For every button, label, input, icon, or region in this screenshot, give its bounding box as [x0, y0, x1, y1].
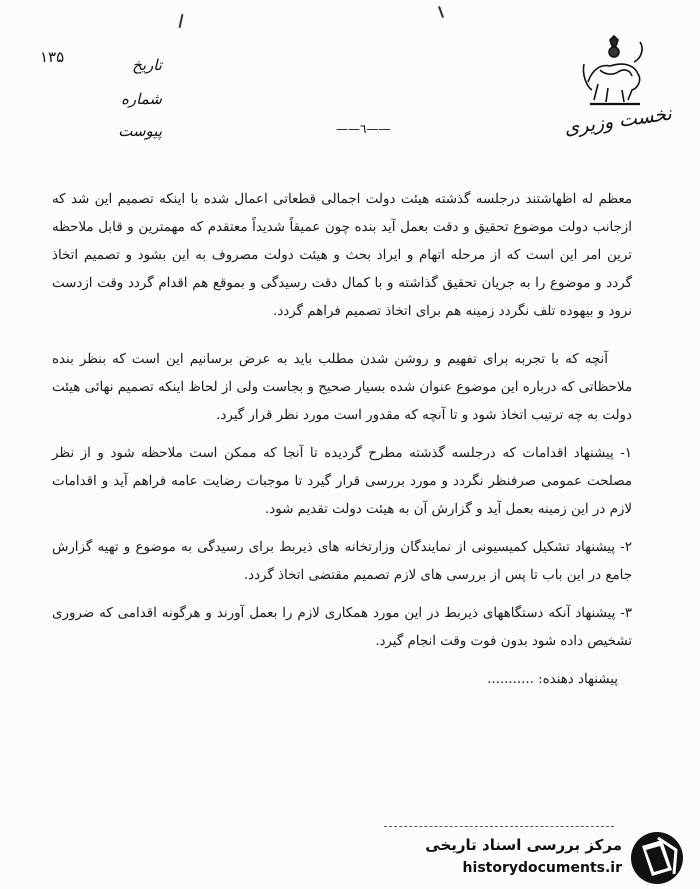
page-number: ۱۳۵	[40, 48, 65, 66]
watermark-title: مرکز بررسی اسناد تاریخی	[425, 836, 622, 854]
document-body	[52, 186, 632, 694]
signature-line	[384, 826, 614, 827]
number-field-label: شماره	[121, 90, 162, 108]
pen-mark	[438, 6, 444, 18]
closing-line: پیشنهاد دهنده: ...........	[487, 672, 618, 687]
reference-mark: ——٦——	[336, 122, 391, 136]
paragraph-2: آنچه که با تجربه برای تفهیم و روشن شدن مطلب باید به عرض برسانیم این است که بنظر بنده ملاحظاتی که درباره این موضوع عنوان شده بسیار صحیح و بجاست ولی از لحاظ اینکه تصمیم نهائی هیئت دولت به چه ترتیب اتخاذ شود و تا آنچه که مقدور است مورد نظر قرار گیرد.	[52, 352, 632, 423]
paragraph-1: معظم له اظهاشتند درجلسه گذشته هیئت دولت اجمالی قطعاتی اعمال شده با اینکه تصمیم این شد که ازجانب دولت موضوع تحقیق و دقت بعمل آید بنده چون عمیقاً شدیداً معتقدم که مهمترین و قابل ملاحظه ترین امر این است که از مرحله اتهام و ایراد بحث و هیئت دولت مصروف به این بشود و تصمیم اتخاذ گردد و موضوع را به جریان تحقیق گذاشته و با کمال دقت رسیدگی و بموقع هم اقدام گردد وقت ازدست نرود و بیهوده تلف نگردد زمینه هم برای اتخاذ تصمیم فراهم گردد.	[52, 192, 632, 319]
paragraph-item-2: ۲- پیشنهاد تشکیل کمیسیونی از نمایندگان وزارتخانه های ذیربط برای رسیدگی به موضوع و تهیه گزارش جامع در این باب تا پس از بررسی های لازم تصمیم مقتضی اتخاذ گردد.	[52, 540, 632, 583]
date-field-label: تاریخ	[132, 56, 162, 74]
watermark-url: historydocuments.ir	[462, 860, 622, 876]
lion-and-sun-emblem-icon	[578, 34, 648, 110]
attachment-field-label: پیوست	[118, 122, 162, 140]
archive-logo-icon	[628, 830, 686, 886]
ministry-name: نخست وزیری	[562, 102, 674, 140]
pen-mark	[179, 14, 184, 28]
paragraph-item-1: ۱- پیشنهاد اقدامات که درجلسه گذشته مطرح گردیده تا آنجا که ممکن است ملاحظه شود و از نظر مصلحت عمومی صرفنظر نگردد و مورد بررسی قرار گیرد تا موجبات رضایت عامه فراهم آید و اقدامات لازم در این زمینه بعمل آید و گزارش آن به هیئت دولت تقدیم شود.	[52, 446, 632, 517]
paragraph-item-3: ۳- پیشنهاد آنکه دستگاههای ذیربط در این مورد همکاری لازم را بعمل آورند و هرگونه اقدامی که ضروری تشخیص داده شود بدون فوت وقت انجام گیرد.	[52, 606, 632, 649]
